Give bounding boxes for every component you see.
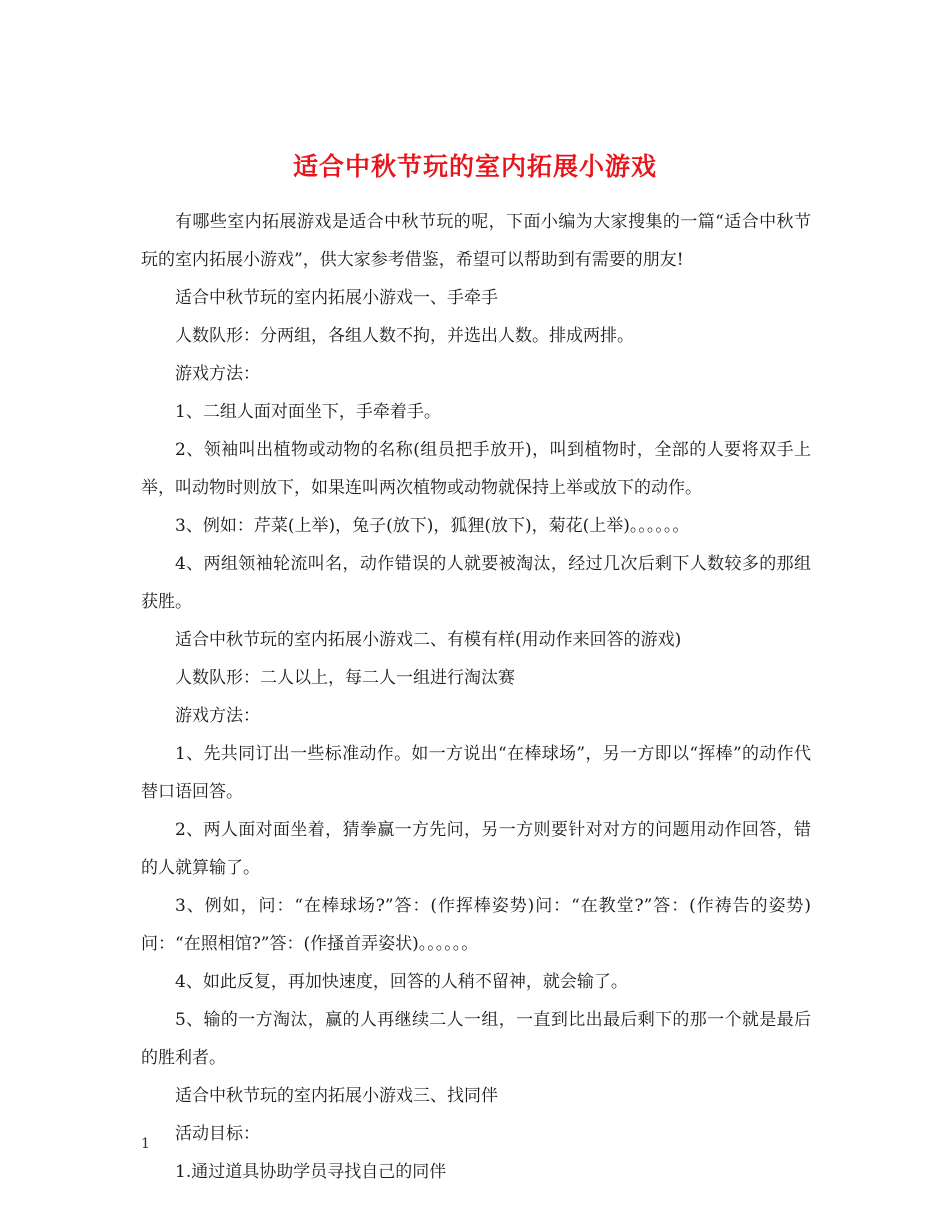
- paragraph: 游戏方法：: [175, 364, 260, 384]
- paragraph: 5、输的一方淘汰，赢的人再继续二人一组，一直到比出最后剩下的那一个就是最后的胜利者。: [141, 1010, 811, 1068]
- paragraph: 活动目标：: [175, 1124, 260, 1144]
- page-number: 1: [141, 1136, 150, 1152]
- paragraph: 人数队形：二人以上，每二人一组进行淘汰赛: [175, 668, 515, 688]
- paragraph: 3、例如：芹菜(上举)，兔子(放下)，狐狸(放下)，菊花(上举)。。。。。。: [175, 516, 690, 536]
- paragraph: 1.通过道具协助学员寻找自己的同伴: [175, 1162, 447, 1182]
- document-title: 适合中秋节玩的室内拓展小游戏: [292, 151, 657, 181]
- paragraph: 3、例如，问：“在棒球场?”答：(作挥棒姿势)问：“在教堂?”答：(作祷告的姿势)问：“在照相馆?”答：(作搔首弄姿状)。。。。。。: [141, 896, 811, 954]
- paragraph: 1、先共同订出一些标准动作。如一方说出“在棒球场”，另一方即以“挥棒”的动作代替口语回答。: [141, 744, 811, 802]
- paragraph: 人数队形：分两组，各组人数不拘，并选出人数。排成两排。: [175, 326, 634, 346]
- paragraph: 游戏方法：: [175, 706, 260, 726]
- intro-paragraph: 有哪些室内拓展游戏是适合中秋节玩的呢，下面小编为大家搜集的一篇“适合中秋节玩的室内拓展小游戏”，供大家参考借鉴，希望可以帮助到有需要的朋友!: [141, 212, 811, 270]
- paragraph: 4、两组领袖轮流叫名，动作错误的人就要被淘汰，经过几次后剩下人数较多的那组获胜。: [141, 554, 811, 612]
- document-body: [141, 203, 811, 1191]
- game-two-heading: 适合中秋节玩的室内拓展小游戏二、有模有样(用动作来回答的游戏): [175, 630, 682, 650]
- paragraph: 1、二组人面对面坐下，手牵着手。: [175, 402, 441, 422]
- game-three-heading: 适合中秋节玩的室内拓展小游戏三、找同伴: [175, 1086, 498, 1106]
- paragraph: 4、如此反复，再加快速度，回答的人稍不留神，就会输了。: [175, 972, 628, 992]
- game-one-heading: 适合中秋节玩的室内拓展小游戏一、手牵手: [175, 288, 498, 308]
- paragraph: 2、领袖叫出植物或动物的名称(组员把手放开)，叫到植物时，全部的人要将双手上举，叫动物时则放下，如果连叫两次植物或动物就保持上举或放下的动作。: [141, 440, 811, 498]
- paragraph: 2、两人面对面坐着，猜拳赢一方先问，另一方则要针对对方的问题用动作回答，错的人就算输了。: [141, 820, 811, 878]
